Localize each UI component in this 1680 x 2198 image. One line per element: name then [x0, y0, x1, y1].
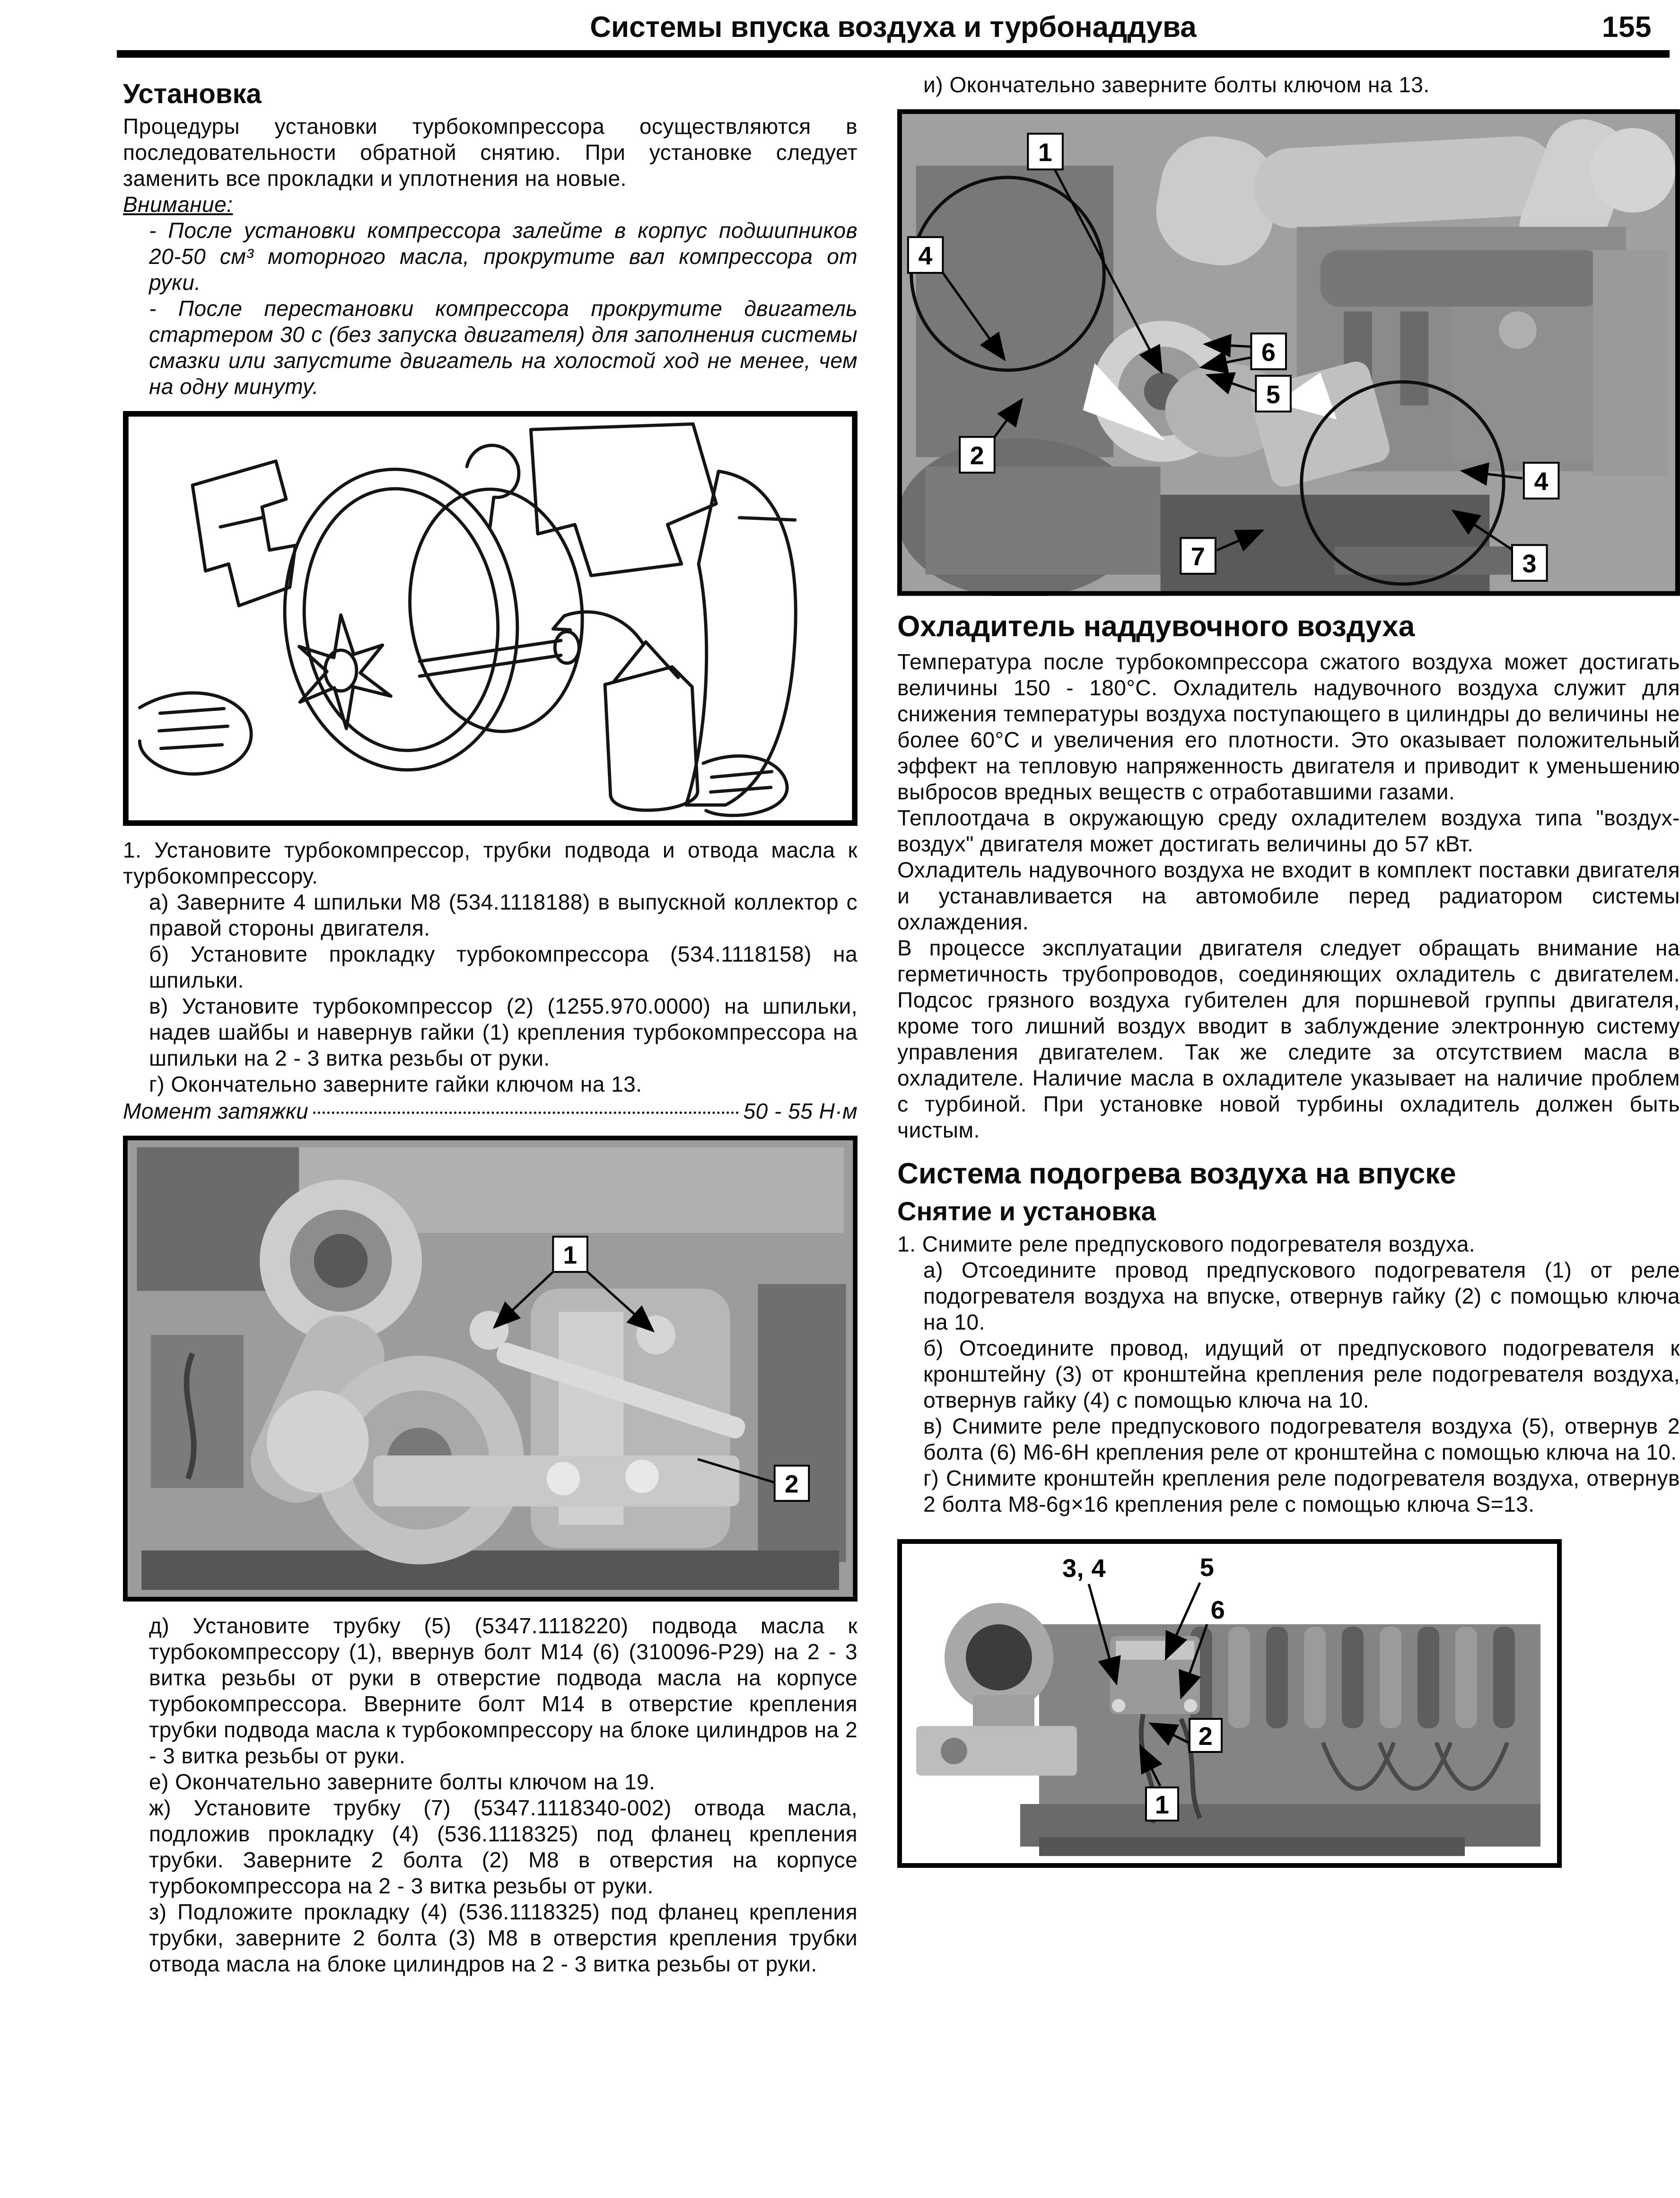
torque-spec-row	[123, 1098, 858, 1124]
heater-relay-photo	[897, 1539, 1562, 1868]
intercooler-paragraph: Охладитель надувочного воздуха не входит в комплект поставки двигателя и устанавливается на автомобиле перед радиатором системы охлаждения.	[897, 857, 1680, 934]
heater-step-1: 1. Снимите реле предпускового подогревателя воздуха.	[897, 1231, 1476, 1256]
callout-6-label: 6	[1210, 1595, 1225, 1624]
intercooler-paragraph: В процессе эксплуатации двигателя следует обращать внимание на герметичность трубопроводов, соединяющих охладитель с двигателем. Подсос грязного воздуха губителен для поршневой группы двигателя, кроме того лишний воздух вводит в заблуждение электронную систему управления двигателем. Так же следите за отсутствием масла в охладителе. Наличие масла в охладителе указывает на наличие проблем с турбиной. При установке новой турбины охладитель должен быть чистым.	[897, 935, 1680, 1142]
installation-heading: Установка	[123, 79, 262, 109]
torque-value: 50 - 55 Н·м	[743, 1099, 858, 1124]
figure-heater-relay-photo	[897, 1539, 1562, 1868]
callout-7-label: 7	[1191, 543, 1206, 571]
engine-photo-art	[897, 1539, 1562, 1868]
intercooler-paragraph: Температура после турбокомпрессора сжатого воздуха может достигать величины 150 - 180°С. Охладитель надувочного воздуха служит для снижения температуры воздуха поступающего в цилиндры до величины не более 60°С и увеличения его плотности. Это оказывает положительный эффект на тепловую напряженность двигателя и приводит к уменьшению выбросов вредных веществ с отработавшими газами.	[897, 649, 1680, 804]
right-column	[897, 72, 1680, 1879]
install-substep-zh: ж) Установите трубку (7) (5347.1118340-002) отвода масла, подложив прокладку (4) (536.1118325) под фланец крепления трубки. Заверните 2 болта (2) М8 в отверстия на корпусе турбокомпрессора на 2 - 3 витка резьбы от руки.	[149, 1795, 858, 1898]
page-title: Системы впуска воздуха и турбонаддува	[590, 11, 1197, 44]
callout-5-label: 5	[1266, 380, 1281, 409]
turbo-mounted-photo	[123, 1136, 858, 1602]
callout-3-4-label: 3, 4	[1062, 1554, 1106, 1583]
callout-5-label: 5	[1199, 1553, 1215, 1582]
torque-label: Момент затяжки	[123, 1099, 309, 1124]
callout-6-label: 6	[1261, 338, 1276, 367]
engine-photo-art	[897, 109, 1680, 596]
installation-intro: Процедуры установки турбокомпрессора осуществляются в последовательности обратной снятию. При установке следует заменить все прокладки и уплотнения на новые.	[123, 114, 858, 191]
header-rule	[117, 50, 1670, 58]
heater-substep-v: в) Снимите реле предпускового подогревателя воздуха (5), отвернув 2 болта (6) М6-6Н крепления реле от кронштейна с помощью ключа на 10.	[923, 1413, 1680, 1464]
install-substep-i: и) Окончательно заверните болты ключом на 13.	[923, 72, 1430, 97]
install-substep-v: в) Установите турбокомпрессор (2) (1255.970.0000) на шпильки, надев шайбы и навернув гайки (1) крепления турбокомпрессора на шпильки на 2 - 3 витка резьбы от руки.	[149, 994, 858, 1071]
air-heater-heading: Система подогрева воздуха на впуске	[897, 1157, 1456, 1190]
callout-2-label: 2	[1198, 1722, 1213, 1751]
heater-substep-b: б) Отсоедините провод, идущий от предпускового подогревателя к кронштейну (3) от кронштейна крепления реле подогревателя воздуха, отвернув гайку (4) с помощью ключа на 10.	[923, 1335, 1680, 1412]
install-substep-g: г) Окончательно заверните гайки ключом на 13.	[149, 1072, 642, 1097]
warning-label: Внимание:	[123, 192, 233, 217]
install-substep-d: д) Установите трубку (5) (5347.1118220) подвода масла к турбокомпрессору (1), ввернув болт М14 (6) (310096-Р29) на 2 - 3 витка резьбы от руки в отверстие подвода масла на корпусе турбокомпрессора. Вверните болт М14 в отверстие крепления трубки подвода масла к турбокомпрессору на блоке цилиндров на 2 - 3 витка резьбы от руки.	[149, 1613, 858, 1768]
warning-item: - После установки компрессора залейте в корпус подшипников 20-50 см³ моторного масла, прокрутите вал компрессора от руки.	[149, 218, 858, 295]
callout-4b-label: 4	[1534, 467, 1549, 496]
two-column-layout	[0, 58, 1680, 1977]
callout-1-label: 1	[563, 1241, 578, 1270]
callout-2-label: 2	[785, 1470, 799, 1498]
page-header	[0, 0, 1680, 44]
page-number: 155	[1602, 11, 1652, 44]
heater-substep-a: а) Отсоедините провод предпускового подогревателя (1) от реле подогревателя воздуха на впуске, отвернув гайку (2) с помощью ключа на 10.	[923, 1257, 1680, 1334]
engine-right-photo	[897, 109, 1680, 596]
callout-1-label: 1	[1038, 138, 1053, 167]
callout-2-label: 2	[970, 441, 985, 470]
figure-turbo-mounted-photo	[123, 1136, 858, 1602]
callout-4-label: 4	[918, 242, 933, 271]
install-substep-a: а) Заверните 4 шпильки М8 (534.1118188) в выпускной коллектор с правой стороны двигателя.	[149, 890, 858, 941]
install-step-1: 1. Установите турбокомпрессор, трубки подвода и отвода масла к турбокомпрессору.	[123, 838, 858, 889]
warning-item: - После перестановки компрессора прокрутите двигатель стартером 30 с (без запуска двигателя) для заполнения системы смазки или запустите двигатель на холостой ход не менее, чем на одну минуту.	[149, 296, 858, 399]
figure-engine-right-photo	[897, 109, 1680, 596]
dotted-leader	[313, 1112, 738, 1114]
turbo-lubrication-drawing	[123, 411, 858, 826]
heater-substep-g: г) Снимите кронштейн крепления реле подогревателя воздуха, отвернув 2 болта М8-6g×16 крепления реле с помощью ключа S=13.	[923, 1465, 1680, 1516]
install-substep-z: з) Подложите прокладку (4) (536.1118325) под фланец крепления трубки, заверните 2 болта (3) М8 в отверстия крепления трубки отвода масла на блоке цилиндров на 2 - 3 витка резьбы от руки.	[149, 1899, 858, 1976]
install-substep-e: е) Окончательно заверните болты ключом на 19.	[149, 1769, 656, 1794]
engine-photo-art	[123, 1136, 858, 1602]
removal-installation-subheading: Снятие и установка	[897, 1196, 1156, 1226]
left-column	[123, 72, 858, 1977]
intercooler-paragraph: Теплоотдача в окружающую среду охладителем воздуха типа "воздух-воздух" двигателя может достигать величины до 57 кВт.	[897, 805, 1680, 856]
callout-1-label: 1	[1155, 1790, 1170, 1819]
install-substep-b: б) Установите прокладку турбокомпрессора (534.1118158) на шпильки.	[149, 942, 858, 993]
callout-3-label: 3	[1522, 550, 1537, 578]
figure-turbo-lubrication-drawing	[123, 411, 858, 826]
intercooler-heading: Охладитель наддувочного воздуха	[897, 610, 1415, 643]
